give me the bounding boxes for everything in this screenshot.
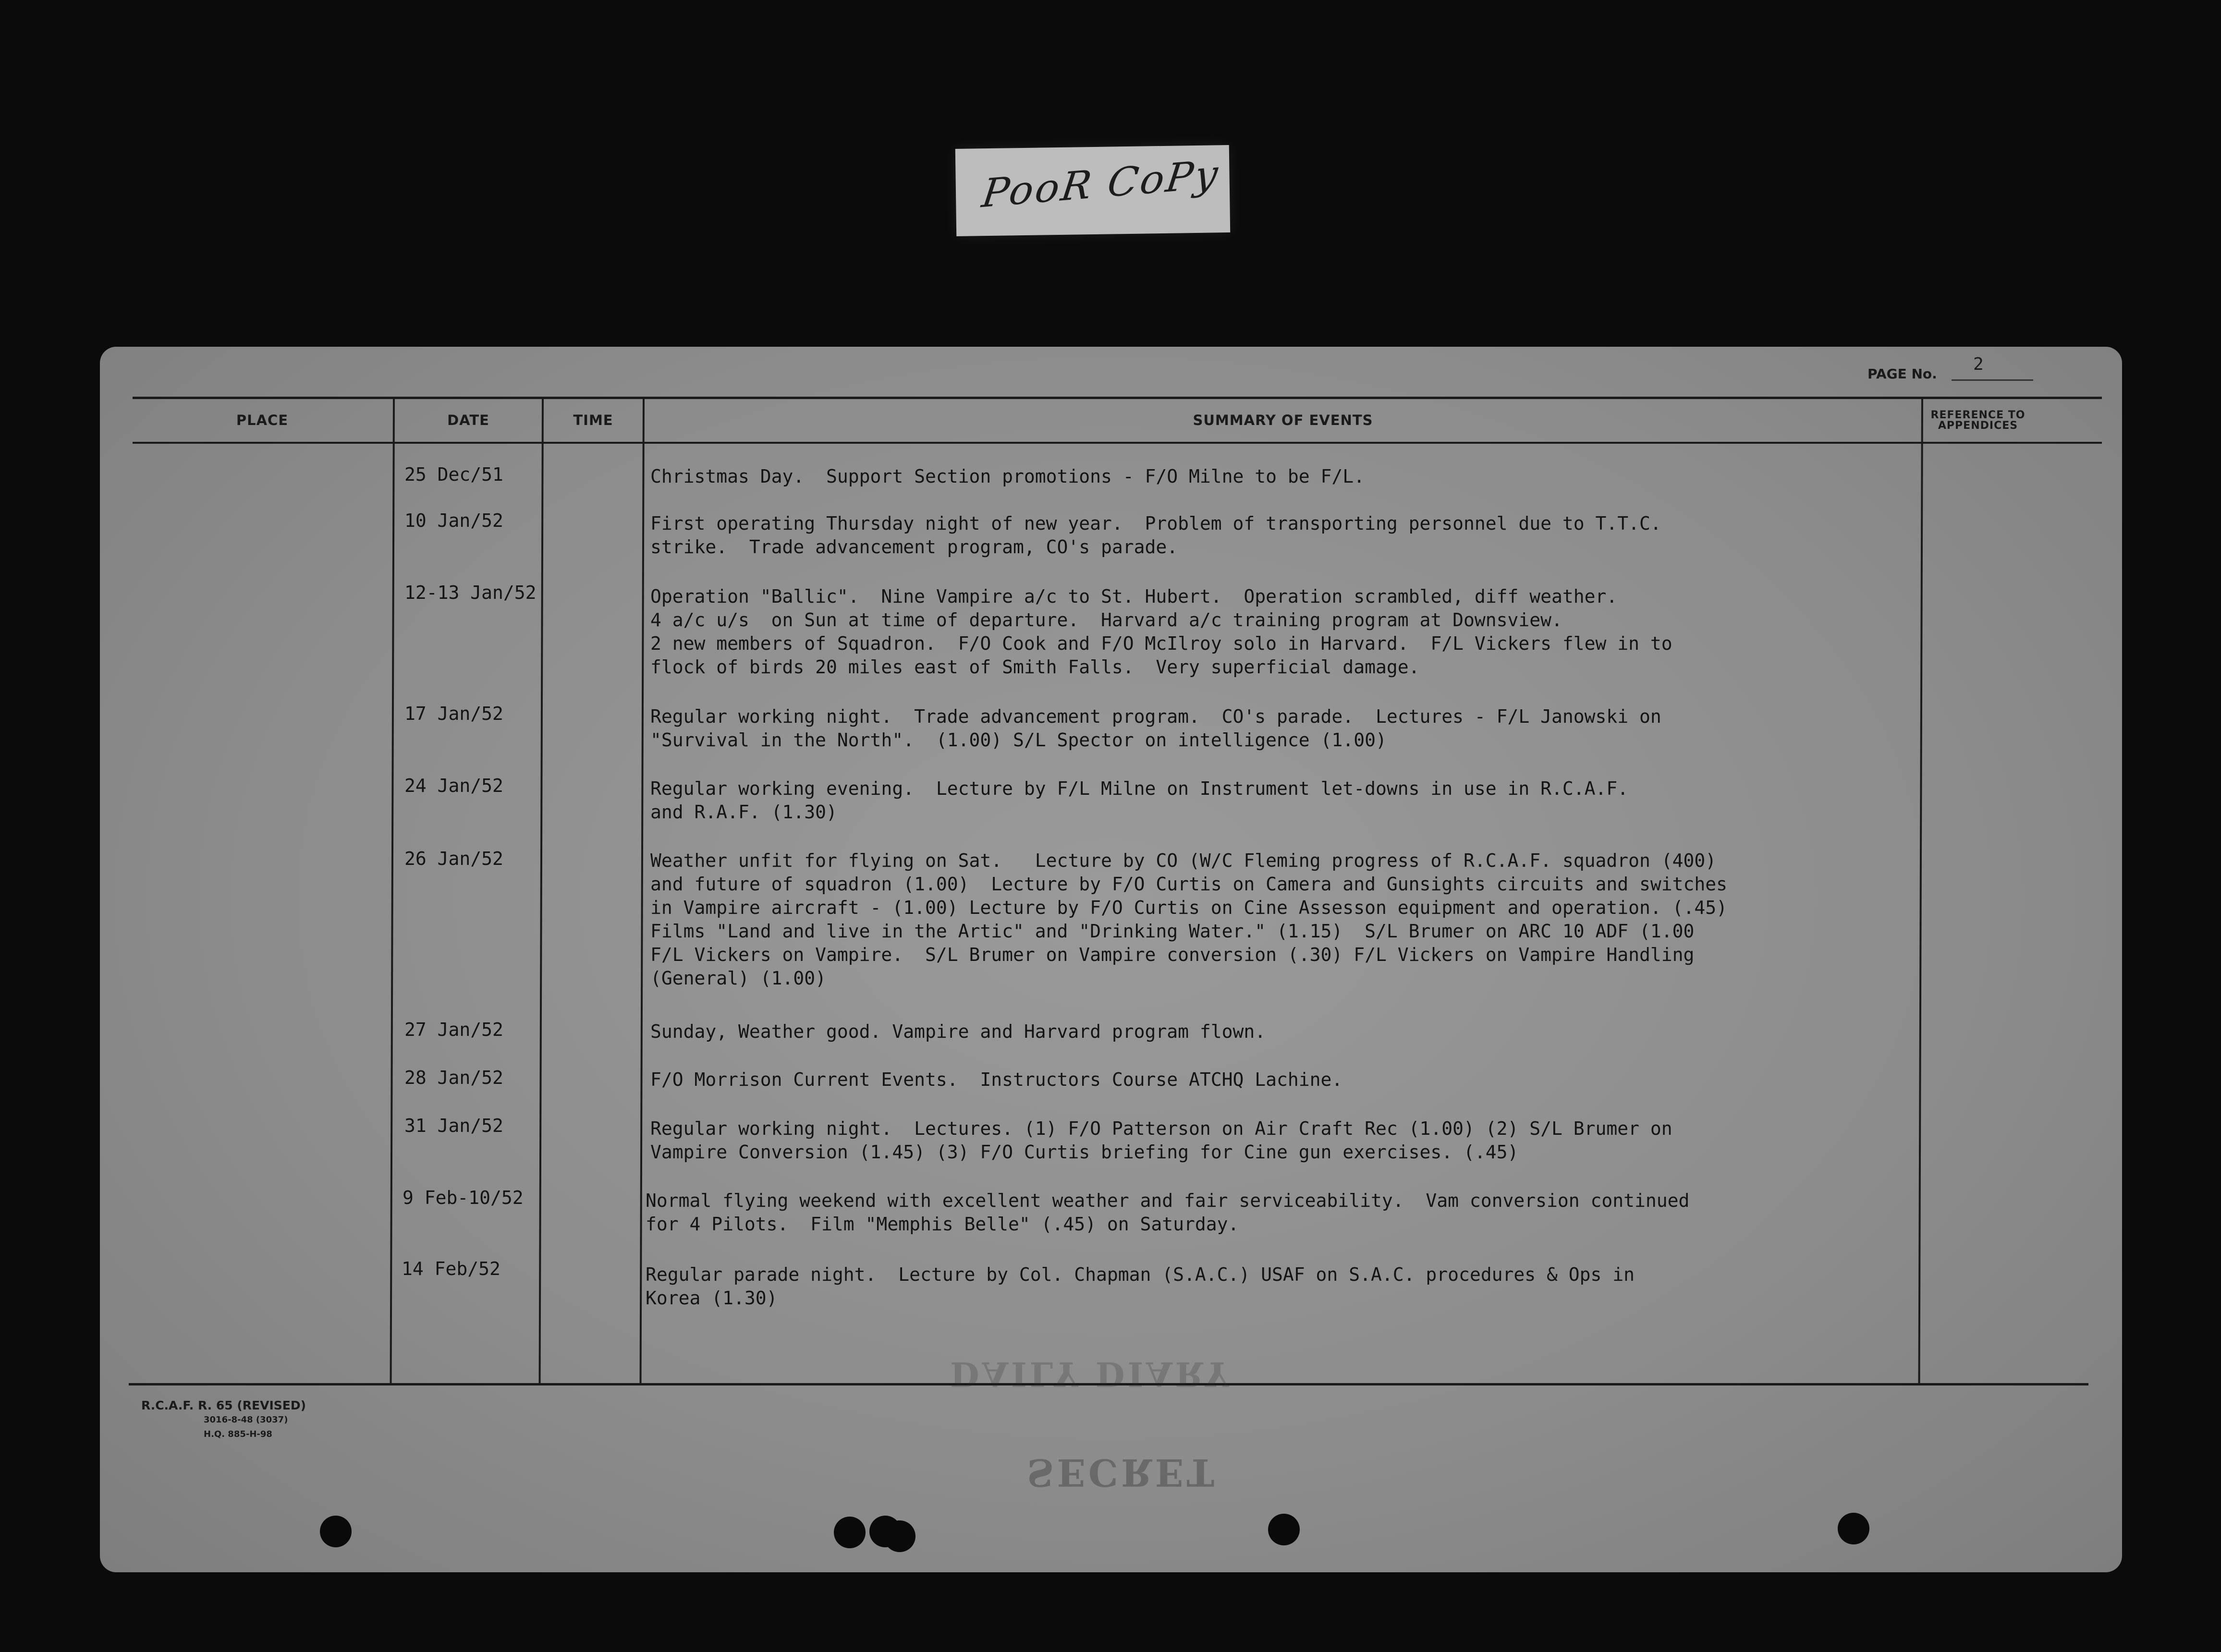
summary-reference-divider [1918, 397, 1923, 1384]
punch-hole [1268, 1514, 1300, 1545]
form-identifier [141, 1398, 306, 1442]
table-top-rule [133, 397, 2102, 399]
entry-date: 9 Feb-10/52 [403, 1187, 524, 1208]
column-header-reference: REFERENCE TO APPENDICES [1930, 409, 2026, 432]
form-hq-code: H.Q. 885-H-98 [204, 1429, 272, 1439]
page-number-value: 2 [1973, 354, 1984, 374]
entry-summary: Regular working evening. Lecture by F/L Milne on Instrument let-downs in use in R.C.A.F. and R.A.F. (1.30) [650, 778, 1629, 823]
form-number: R.C.A.F. R. 65 (REVISED) [141, 1398, 306, 1412]
column-header-date: DATE [447, 412, 489, 428]
form-print-code: 3016-8-48 (3037) [204, 1415, 288, 1425]
punch-hole [320, 1516, 352, 1547]
entry-date: 12-13 Jan/52 [404, 582, 537, 603]
entry-summary: Regular parade night. Lecture by Col. Chapman (S.A.C.) USAF on S.A.C. procedures & Ops in Korea (1.30) [646, 1264, 1635, 1309]
place-date-divider [390, 397, 395, 1384]
page-number-label: PAGE No. [1867, 366, 1937, 382]
punch-hole [884, 1520, 915, 1552]
punch-hole [834, 1517, 866, 1548]
header-bottom-rule [133, 442, 2102, 444]
entry-date: 28 Jan/52 [404, 1067, 503, 1088]
poor-copy-slip [955, 145, 1230, 236]
entry-date: 31 Jan/52 [404, 1115, 503, 1136]
entry-date: 27 Jan/52 [404, 1019, 503, 1040]
entry-date: 10 Jan/52 [404, 510, 503, 531]
page-number-underline [1952, 379, 2033, 381]
entry-summary: Normal flying weekend with excellent weather and fair serviceability. Vam conversion continued for 4 Pilots. Film "Memphis Belle" (.45) on Saturday. [646, 1190, 1690, 1235]
entry-summary: Operation "Ballic". Nine Vampire a/c to St. Hubert. Operation scrambled, diff weather. 4 a/c u/s on Sun at time of departure. Harvard a/c training program at Downsview. 2 new members of Squadron. F/O Cook and F/O McIlroy solo in Harvard. F/L Vickers flew in to flock of birds 20 miles east of Smith Falls. Very superficial damage. [650, 586, 1672, 678]
entry-summary: Christmas Day. Support Section promotions - F/O Milne to be F/L. [650, 466, 1365, 487]
entry-date: 25 Dec/51 [404, 464, 503, 485]
time-summary-divider [640, 397, 645, 1384]
entry-summary: First operating Thursday night of new year. Problem of transporting personnel due to T.T.C. strike. Trade advancement program, CO's parade. [650, 513, 1661, 558]
date-time-divider [539, 397, 544, 1384]
column-header-summary: SUMMARY OF EVENTS [1193, 412, 1373, 428]
column-header-place: PLACE [236, 412, 289, 428]
entry-summary: Regular working night. Trade advancement program. CO's parade. Lectures - F/L Janowski on "Survival in the North". (1.00) S/L Spector on intelligence (1.00) [650, 706, 1661, 751]
poor-copy-handwriting: PooR CoPy [979, 151, 1222, 217]
punch-hole [1838, 1513, 1869, 1544]
entry-date: 24 Jan/52 [404, 775, 503, 796]
daily-diary-stamp: DAILY DIARY [950, 1354, 1232, 1394]
diary-sheet [100, 347, 2122, 1572]
entry-summary: Sunday, Weather good. Vampire and Harvard program flown. [650, 1021, 1266, 1042]
entry-summary: F/O Morrison Current Events. Instructors Course ATCHQ Lachine. [650, 1069, 1343, 1090]
entry-date: 26 Jan/52 [404, 848, 503, 869]
entry-date: 14 Feb/52 [402, 1258, 500, 1279]
entry-date: 17 Jan/52 [404, 703, 503, 724]
entry-summary: Regular working night. Lectures. (1) F/O Patterson on Air Craft Rec (1.00) (2) S/L Brumer on Vampire Conversion (1.45) (3) F/O Curtis briefing for Cine gun exercises. (.45) [650, 1118, 1672, 1163]
column-header-time: TIME [573, 412, 613, 428]
entry-summary: Weather unfit for flying on Sat. Lecture by CO (W/C Fleming progress of R.C.A.F. squadron (400) and future of squadron (1.00) Lecture by F/O Curtis on Camera and Gunsights circuits and switches in Vampire aircraft - (1.00) Lecture by F/O Curtis on Cine Assesson equipment and operation. (.45) Films "Land and live in the Artic" and "Drinking Water." (1.15) S/L Brumer on ARC 10 ADF (1.00 F/L Vickers on Vampire. S/L Brumer on Vampire conversion (.30) F/L Vickers on Vampire Handling (General) (1.00) [650, 850, 1728, 989]
secret-stamp: SECRET [1027, 1450, 1218, 1494]
